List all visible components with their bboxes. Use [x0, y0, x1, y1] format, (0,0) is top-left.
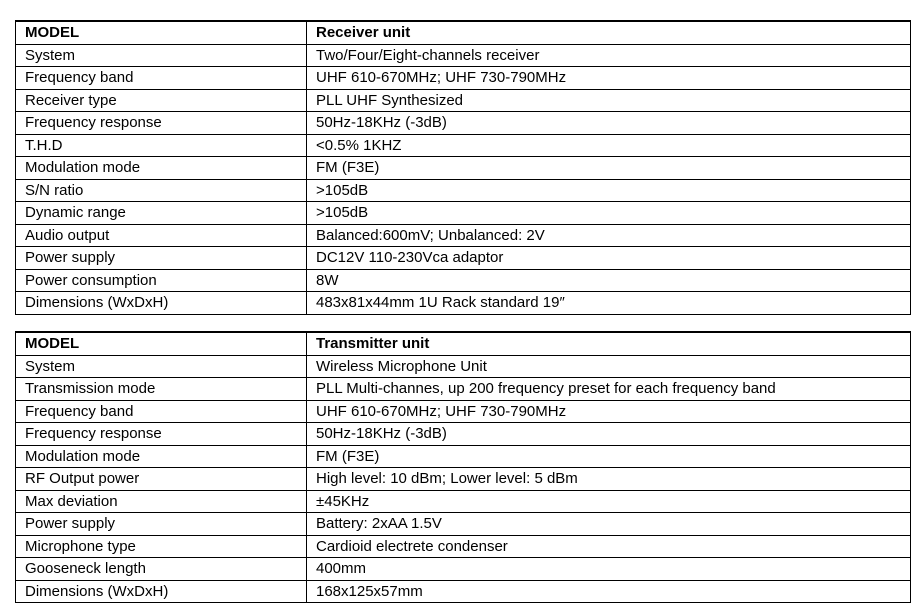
table-row: [16, 67, 911, 90]
spec-value-cell: Battery: 2xAA 1.5V: [307, 513, 911, 536]
table-row: [16, 157, 911, 180]
spec-value-cell: >105dB: [307, 179, 911, 202]
spec-value-cell: 8W: [307, 269, 911, 292]
table-row: [16, 378, 911, 401]
spec-value-cell: 483x81x44mm 1U Rack standard 19″: [307, 292, 911, 315]
header-label-cell: MODEL: [16, 21, 307, 44]
spec-value-cell: Balanced:600mV; Unbalanced: 2V: [307, 224, 911, 247]
table-row: [16, 292, 911, 315]
spec-value-cell: 400mm: [307, 558, 911, 581]
header-value-cell: Receiver unit: [307, 21, 911, 44]
spec-value-cell: PLL UHF Synthesized: [307, 89, 911, 112]
table-header-row: [16, 332, 911, 355]
spec-label-cell: Power consumption: [16, 269, 307, 292]
table-row: [16, 558, 911, 581]
spec-label-cell: T.H.D: [16, 134, 307, 157]
spec-value-cell: UHF 610-670MHz; UHF 730-790MHz: [307, 67, 911, 90]
table-row: [16, 445, 911, 468]
spec-label-cell: System: [16, 44, 307, 67]
table-row: [16, 134, 911, 157]
spec-label-cell: Max deviation: [16, 490, 307, 513]
spec-label-cell: S/N ratio: [16, 179, 307, 202]
spec-label-cell: Microphone type: [16, 535, 307, 558]
spec-label-cell: Frequency response: [16, 112, 307, 135]
table-row: [16, 490, 911, 513]
spec-label-cell: Dimensions (WxDxH): [16, 580, 307, 603]
table-row: [16, 247, 911, 270]
spec-value-cell: High level: 10 dBm; Lower level: 5 dBm: [307, 468, 911, 491]
table-row: [16, 400, 911, 423]
table-row: [16, 44, 911, 67]
spec-label-cell: Dynamic range: [16, 202, 307, 225]
table-row: [16, 112, 911, 135]
spec-label-cell: Frequency band: [16, 400, 307, 423]
spec-label-cell: Frequency band: [16, 67, 307, 90]
spec-value-cell: FM (F3E): [307, 157, 911, 180]
table-row: [16, 355, 911, 378]
header-label-cell: MODEL: [16, 332, 307, 355]
spec-value-cell: ±45KHz: [307, 490, 911, 513]
spec-value-cell: Cardioid electrete condenser: [307, 535, 911, 558]
spec-label-cell: Audio output: [16, 224, 307, 247]
table-row: [16, 202, 911, 225]
spec-label-cell: Power supply: [16, 513, 307, 536]
table-row: [16, 224, 911, 247]
table-row: [16, 513, 911, 536]
spec-value-cell: UHF 610-670MHz; UHF 730-790MHz: [307, 400, 911, 423]
transmitter-spec-table: [15, 331, 911, 603]
spec-value-cell: Wireless Microphone Unit: [307, 355, 911, 378]
receiver-spec-table: [15, 20, 911, 315]
spec-value-cell: FM (F3E): [307, 445, 911, 468]
table-header-row: [16, 21, 911, 44]
spec-label-cell: Power supply: [16, 247, 307, 270]
spec-value-cell: PLL Multi-channes, up 200 frequency preset for each frequency band: [307, 378, 911, 401]
spec-value-cell: Two/Four/Eight-channels receiver: [307, 44, 911, 67]
spec-value-cell: DC12V 110-230Vca adaptor: [307, 247, 911, 270]
table-row: [16, 179, 911, 202]
spec-label-cell: Receiver type: [16, 89, 307, 112]
spec-label-cell: Gooseneck length: [16, 558, 307, 581]
spec-value-cell: 50Hz-18KHz (-3dB): [307, 423, 911, 446]
table-row: [16, 269, 911, 292]
table-row: [16, 535, 911, 558]
spec-label-cell: Modulation mode: [16, 157, 307, 180]
table-row: [16, 580, 911, 603]
spec-value-cell: <0.5% 1KHZ: [307, 134, 911, 157]
spec-value-cell: >105dB: [307, 202, 911, 225]
spec-label-cell: Modulation mode: [16, 445, 307, 468]
spec-label-cell: Transmission mode: [16, 378, 307, 401]
spec-value-cell: 168x125x57mm: [307, 580, 911, 603]
spec-value-cell: 50Hz-18KHz (-3dB): [307, 112, 911, 135]
spec-label-cell: Dimensions (WxDxH): [16, 292, 307, 315]
spec-label-cell: Frequency response: [16, 423, 307, 446]
table-row: [16, 89, 911, 112]
spec-label-cell: System: [16, 355, 307, 378]
header-value-cell: Transmitter unit: [307, 332, 911, 355]
spec-label-cell: RF Output power: [16, 468, 307, 491]
table-row: [16, 468, 911, 491]
table-row: [16, 423, 911, 446]
